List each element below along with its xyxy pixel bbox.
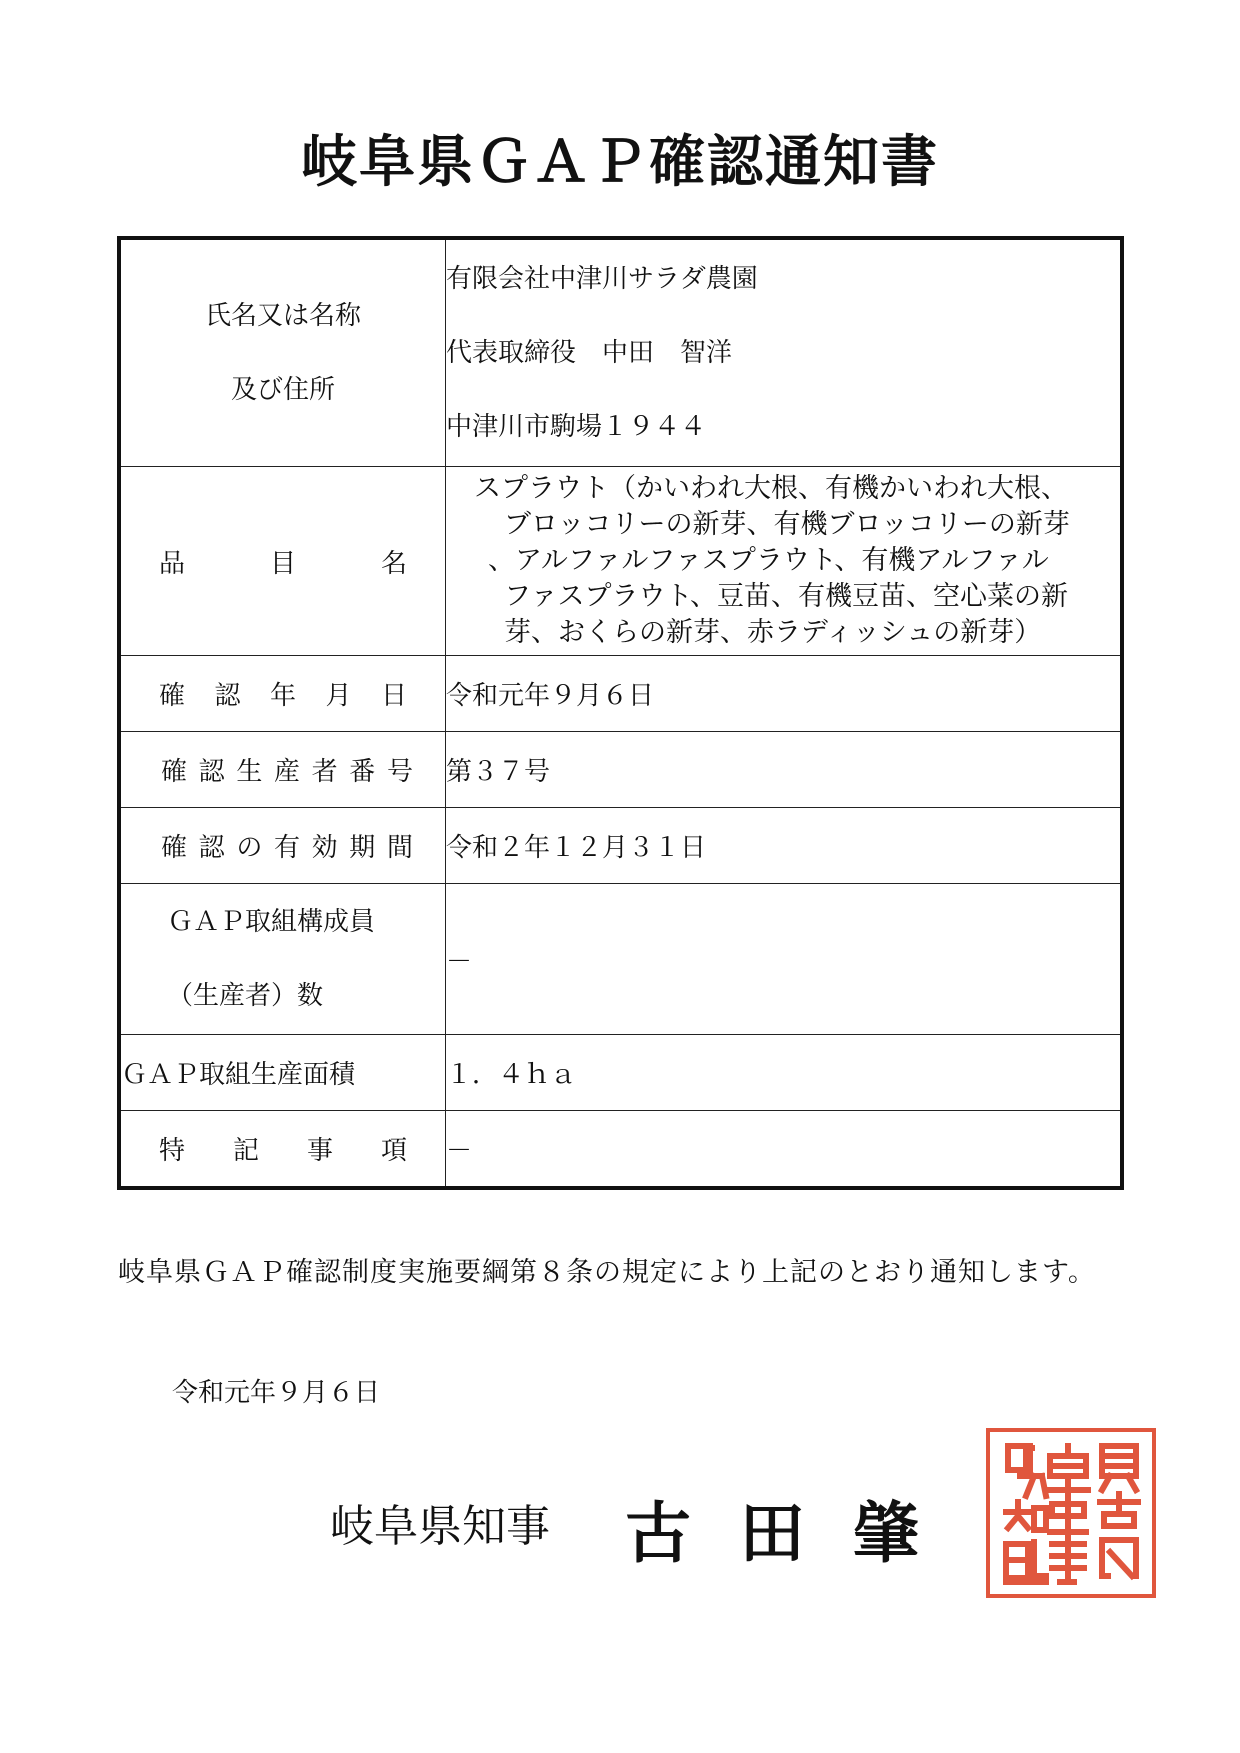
value-area: １．４ｈａ [446, 1035, 1123, 1111]
label-notes [119, 1111, 446, 1189]
value-item [446, 467, 1123, 656]
label-item-char: 品 [159, 548, 186, 579]
label-producer-number [119, 732, 446, 808]
label-number-char: 者 [311, 757, 338, 787]
table-row-area [119, 1035, 1122, 1111]
table-row-item [119, 467, 1122, 656]
label-number-char: 号 [386, 757, 413, 787]
item-line: ブロッコリーの新芽、有機ブロッコリーの新芽 [504, 509, 1070, 540]
official-seal [986, 1428, 1156, 1598]
label-validity-char: 有 [273, 833, 300, 863]
item-line: ファスプラウト、豆苗、有機豆苗、空心菜の新 [504, 581, 1069, 612]
label-number-char: 生 [236, 757, 263, 787]
value-date: 令和元年９月６日 [446, 656, 1123, 732]
label-notes-char: 特 [159, 1136, 186, 1166]
label-validity-char: の [236, 833, 263, 863]
label-members [119, 884, 446, 1035]
item-line: 芽、おくらの新芽、赤ラディッシュの新芽） [504, 617, 1042, 648]
label-validity [119, 808, 446, 884]
label-date [119, 656, 446, 732]
label-number-char: 認 [198, 757, 225, 787]
table-row-name-address [119, 238, 1122, 467]
table-row-members [119, 884, 1122, 1035]
label-notes-char: 事 [306, 1136, 333, 1166]
certificate-table [117, 236, 1124, 1190]
table-row-notes [119, 1111, 1122, 1189]
label-validity-char: 効 [311, 833, 338, 863]
item-line: 、アルファルファスプラウト、有機アルファル [488, 545, 1049, 576]
label-date-char: 確 [159, 681, 186, 711]
table-row-validity [119, 808, 1122, 884]
label-date-char: 日 [380, 681, 407, 711]
label-date-char: 認 [214, 681, 241, 711]
seal-mark [990, 1432, 1152, 1594]
value-producer-number: 第３７号 [446, 732, 1123, 808]
label-name-line1: 氏名又は名称 [204, 301, 361, 331]
label-area: ＧＡＰ取組生産面積 [119, 1035, 446, 1111]
label-validity-char: 認 [198, 833, 225, 863]
table-row-producer-number [119, 732, 1122, 808]
value-notes: － [446, 1111, 1123, 1189]
address: 中津川市駒場１９４４ [446, 412, 707, 442]
signature: 古田肇 [625, 1494, 967, 1572]
label-members-line1: ＧＡＰ取組構成員 [167, 907, 376, 937]
label-validity-char: 確 [161, 833, 188, 863]
company-name: 有限会社中津川サラダ農園 [446, 264, 758, 294]
label-item [119, 467, 446, 656]
document-title: 岐阜県ＧＡＰ確認通知書 [301, 129, 939, 195]
label-members-line2: （生産者）数 [167, 981, 324, 1011]
value-members: － [446, 884, 1123, 1035]
label-date-char: 月 [325, 681, 352, 711]
label-name-address [119, 238, 446, 467]
notice-text: 岐阜県ＧＡＰ確認制度実施要綱第８条の規定により上記のとおり通知します。 [118, 1257, 1096, 1288]
label-number-char: 確 [161, 757, 188, 787]
label-date-char: 年 [269, 681, 296, 711]
label-notes-char: 項 [380, 1136, 407, 1166]
issuer-title: 岐阜県知事 [330, 1501, 550, 1552]
label-item-char: 名 [380, 548, 407, 579]
value-name-address [446, 238, 1123, 467]
label-number-char: 番 [349, 757, 376, 787]
item-line: スプラウト（かいわれ大根、有機かいわれ大根、 [474, 473, 1068, 504]
label-validity-char: 間 [386, 833, 413, 863]
label-validity-char: 期 [349, 833, 376, 863]
label-name-line2: 及び住所 [230, 375, 335, 405]
representative-name: 代表取締役 中田 智洋 [446, 338, 733, 368]
label-number-char: 産 [273, 757, 300, 787]
issue-date: 令和元年９月６日 [172, 1378, 381, 1408]
label-notes-char: 記 [232, 1136, 259, 1166]
value-validity: 令和２年１２月３１日 [446, 808, 1123, 884]
table-row-date [119, 656, 1122, 732]
label-item-char: 目 [269, 548, 296, 579]
